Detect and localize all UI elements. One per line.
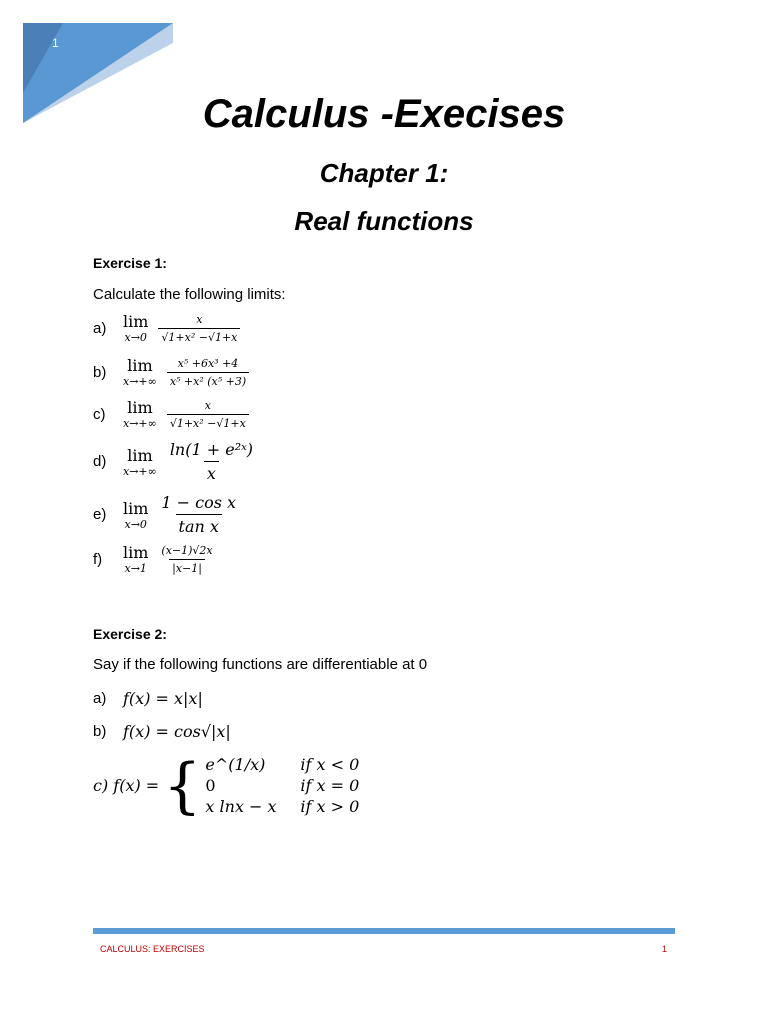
limit-operator: lim x→+∞ xyxy=(123,356,157,388)
limit-subscript: x→+∞ xyxy=(123,375,157,388)
denominator: x xyxy=(204,461,219,483)
case-expression: 0 xyxy=(205,776,216,795)
limit-subscript: x→0 xyxy=(124,331,147,344)
limit-item xyxy=(93,493,239,536)
function-item xyxy=(93,722,231,741)
function-expression: f(x) = cos√|x| xyxy=(123,722,231,741)
piecewise-label: c) f(x) = xyxy=(93,776,160,795)
item-label: d) xyxy=(93,453,107,470)
limit-item xyxy=(93,312,240,344)
numerator: 1 − cos x xyxy=(161,493,237,512)
item-label: b) xyxy=(93,723,107,740)
limit-subscript: x→+∞ xyxy=(123,417,157,430)
document-title: Calculus -Execises xyxy=(202,92,566,136)
case-condition: if x > 0 xyxy=(300,797,360,816)
piecewise-function xyxy=(93,750,380,821)
function-item xyxy=(93,689,203,708)
fraction xyxy=(167,440,256,483)
piecewise-cases xyxy=(205,755,380,816)
item-label: e) xyxy=(93,506,107,523)
footer-rule xyxy=(93,928,675,934)
limit-item xyxy=(93,398,249,430)
case-condition: if x = 0 xyxy=(300,776,360,795)
fraction xyxy=(158,313,240,344)
footer-page-number: 1 xyxy=(662,944,668,954)
denominator: √1+x² −√1+x xyxy=(167,414,249,430)
chapter-subtitle: Real functions xyxy=(294,206,474,236)
function-expression: f(x) = x|x| xyxy=(123,689,203,708)
item-label: c) xyxy=(93,405,106,423)
limit-operator: lim x→+∞ xyxy=(123,445,157,478)
limit-operator: lim x→1 xyxy=(123,543,149,575)
fraction xyxy=(167,399,249,430)
limit-operator: lim x→+∞ xyxy=(123,398,157,430)
case-expression: e^(1/x) xyxy=(205,755,266,774)
limit-item xyxy=(93,440,256,483)
chapter-heading: Chapter 1: xyxy=(319,158,449,188)
exercise-2-instruction: Say if the following functions are differentiable at 0 xyxy=(93,656,428,673)
limit-operator: lim x→0 xyxy=(123,498,149,531)
limit-subscript: x→0 xyxy=(124,517,147,531)
limit-item xyxy=(93,356,249,388)
fraction xyxy=(167,357,249,388)
denominator: tan x xyxy=(176,514,222,536)
denominator: |x−1| xyxy=(169,559,205,575)
limit-item xyxy=(93,543,216,575)
left-brace: { xyxy=(163,750,202,821)
case-expression: x lnx − x xyxy=(205,797,277,816)
item-label: f) xyxy=(93,550,103,568)
numerator: (x−1)√2x xyxy=(161,543,213,557)
item-label: b) xyxy=(93,363,107,381)
numerator: x⁵ +6x³ +4 xyxy=(177,356,239,370)
fraction xyxy=(158,544,215,575)
exercise-1-instruction: Calculate the following limits: xyxy=(93,286,286,303)
limit-subscript: x→+∞ xyxy=(123,464,157,478)
item-label: a) xyxy=(93,690,107,707)
limit-subscript: x→1 xyxy=(124,562,147,575)
exercise-1-heading: Exercise 1: xyxy=(93,255,167,271)
numerator: x xyxy=(204,398,211,412)
item-label: a) xyxy=(93,319,107,337)
denominator: √1+x² −√1+x xyxy=(158,328,240,344)
case-condition: if x < 0 xyxy=(300,755,360,774)
denominator: x⁵ +x² (x⁵ +3) xyxy=(167,372,249,388)
numerator: ln(1 + e²ˣ) xyxy=(169,440,254,459)
exercise-2-heading: Exercise 2: xyxy=(93,626,167,642)
corner-page-number: 1 xyxy=(52,36,59,50)
limit-operator: lim x→0 xyxy=(123,312,149,344)
numerator: x xyxy=(196,312,203,326)
footer-title: CALCULUS: EXERCISES xyxy=(100,944,205,954)
fraction xyxy=(158,493,239,536)
